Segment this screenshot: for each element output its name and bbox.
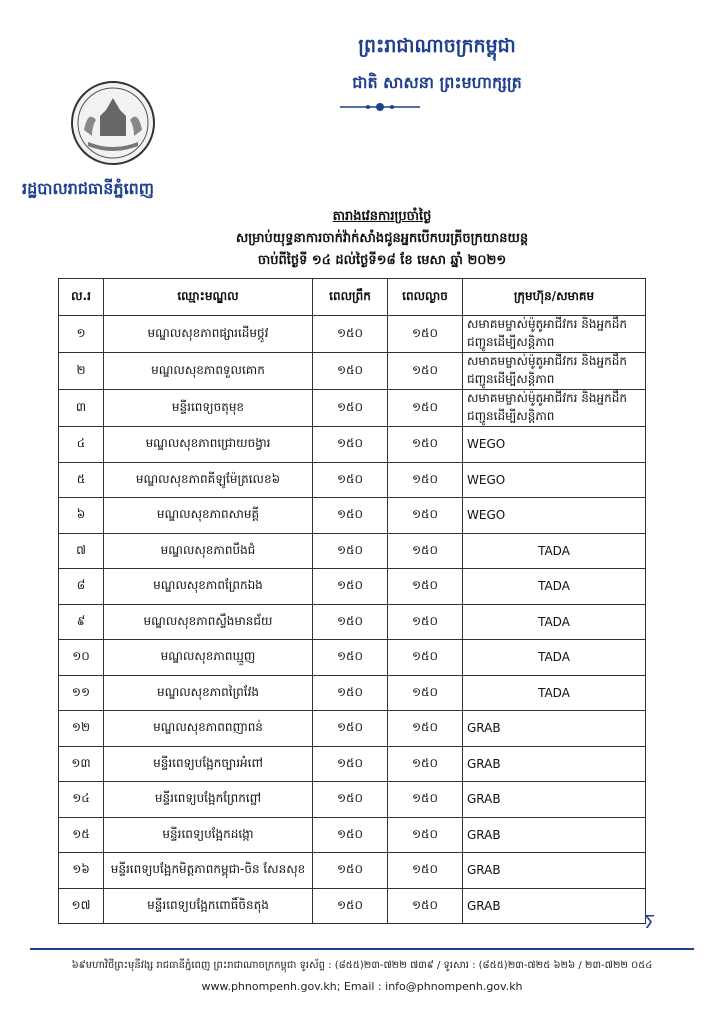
row-evening-count: ១៥០ xyxy=(388,569,463,605)
row-number: ១៦ xyxy=(59,853,104,889)
row-company: GRAB xyxy=(463,853,646,889)
row-number: ២ xyxy=(59,353,104,390)
row-center-name: មន្ទីរពេទ្យបង្អែកពោធិ៍ចិនតុង xyxy=(104,888,313,924)
row-company: GRAB xyxy=(463,746,646,782)
table-row xyxy=(59,427,646,463)
row-morning-count: ១៥០ xyxy=(313,427,388,463)
row-morning-count: ១៥០ xyxy=(313,853,388,889)
table-row xyxy=(59,817,646,853)
table-row xyxy=(59,675,646,711)
table-row xyxy=(59,533,646,569)
row-company: TADA xyxy=(463,675,646,711)
row-evening-count: ១៥០ xyxy=(388,782,463,818)
row-morning-count: ១៥០ xyxy=(313,711,388,747)
row-evening-count: ១៥០ xyxy=(388,353,463,390)
table-row xyxy=(59,462,646,498)
row-morning-count: ១៥០ xyxy=(313,675,388,711)
row-morning-count: ១៥០ xyxy=(313,353,388,390)
row-center-name: មន្ទីរពេទ្យបង្អែកមិត្តភាពកម្ពុជា-ចិន សែនសុខ xyxy=(104,853,313,889)
table-row xyxy=(59,498,646,534)
row-company: WEGO xyxy=(463,427,646,463)
table-row xyxy=(59,569,646,605)
row-company: TADA xyxy=(463,569,646,605)
row-center-name: មណ្ឌលសុខភាពឃ្មួញ xyxy=(104,640,313,676)
row-number: ១៥ xyxy=(59,817,104,853)
table-header-row xyxy=(59,279,646,316)
row-company: TADA xyxy=(463,640,646,676)
schedule-table xyxy=(58,278,646,924)
row-evening-count: ១៥០ xyxy=(388,533,463,569)
row-center-name: មន្ទីរពេទ្យបង្អែកដង្កោ xyxy=(104,817,313,853)
row-center-name: មណ្ឌលសុខភាពសាមគ្គី xyxy=(104,498,313,534)
header-company: ក្រុមហ៊ុន/សមាគម xyxy=(463,279,646,316)
row-number: ៣ xyxy=(59,390,104,427)
row-center-name: មណ្ឌលសុខភាពព្រែកឯង xyxy=(104,569,313,605)
table-row xyxy=(59,711,646,747)
row-morning-count: ១៥០ xyxy=(313,498,388,534)
row-center-name: មណ្ឌលសុខភាពទួលគោក xyxy=(104,353,313,390)
document-date-range: ចាប់ពីថ្ងៃទី ១៤ ដល់ថ្ងៃទី១៨ ខែ មេសា ឆ្នាំ ២០២១ xyxy=(257,253,507,268)
row-number: ៥ xyxy=(59,462,104,498)
row-evening-count: ១៥០ xyxy=(388,390,463,427)
row-company: WEGO xyxy=(463,462,646,498)
row-number: ១៣ xyxy=(59,746,104,782)
row-number: ១៧ xyxy=(59,888,104,924)
city-seal-logo xyxy=(70,80,156,166)
table-row xyxy=(59,853,646,889)
row-center-name: មន្ទីរពេទ្យចតុមុខ xyxy=(104,390,313,427)
row-company: សមាគមម្ចាស់ម៉ូតូអាជីវករ និងអ្នកដឹកជញ្ជូនដើម្បីសន្តិភាព xyxy=(463,316,646,353)
table-row xyxy=(59,888,646,924)
row-evening-count: ១៥០ xyxy=(388,427,463,463)
row-evening-count: ១៥០ xyxy=(388,462,463,498)
row-center-name: មណ្ឌលសុខភាពពញាពន់ xyxy=(104,711,313,747)
row-morning-count: ១៥០ xyxy=(313,782,388,818)
row-morning-count: ១៥០ xyxy=(313,569,388,605)
row-number: ៦ xyxy=(59,498,104,534)
initials-signature: ⵢ xyxy=(644,912,656,933)
row-company: TADA xyxy=(463,604,646,640)
row-morning-count: ១៥០ xyxy=(313,746,388,782)
kingdom-line: ព្រះរាជាណាចក្រកម្ពុជា xyxy=(358,35,516,57)
row-morning-count: ១៥០ xyxy=(313,640,388,676)
row-number: ១១ xyxy=(59,675,104,711)
row-morning-count: ១៥០ xyxy=(313,462,388,498)
row-evening-count: ១៥០ xyxy=(388,746,463,782)
row-morning-count: ១៥០ xyxy=(313,533,388,569)
row-company: GRAB xyxy=(463,817,646,853)
document-titles xyxy=(0,206,724,272)
row-company: GRAB xyxy=(463,782,646,818)
row-evening-count: ១៥០ xyxy=(388,316,463,353)
row-company: TADA xyxy=(463,533,646,569)
table-row xyxy=(59,353,646,390)
row-center-name: មណ្ឌលសុខភាពផ្សារដើមថ្កូវ xyxy=(104,316,313,353)
row-evening-count: ១៥០ xyxy=(388,498,463,534)
row-center-name: មណ្ឌលសុខភាពបឹងជំ xyxy=(104,533,313,569)
row-number: ៧ xyxy=(59,533,104,569)
row-company: សមាគមម្ចាស់ម៉ូតូអាជីវករ និងអ្នកដឹកជញ្ជូនដើម្បីសន្តិភាព xyxy=(463,390,646,427)
document-title: តារាងវេនការប្រចាំថ្ងៃ xyxy=(332,209,432,224)
header-center-name: ឈ្មោះមណ្ឌល xyxy=(104,279,313,316)
row-center-name: មណ្ឌលសុខភាពគីឡូម៉ែត្រលេខ៦ xyxy=(104,462,313,498)
office-name: រដ្ឋបាលរាជធានីភ្នំពេញ xyxy=(22,179,155,198)
row-number: ៩ xyxy=(59,604,104,640)
row-evening-count: ១៥០ xyxy=(388,675,463,711)
row-morning-count: ១៥០ xyxy=(313,817,388,853)
row-evening-count: ១៥០ xyxy=(388,640,463,676)
table-row xyxy=(59,604,646,640)
row-number: ១៤ xyxy=(59,782,104,818)
table-row xyxy=(59,640,646,676)
motto-line: ជាតិ សាសនា ព្រះមហាក្សត្រ xyxy=(352,73,522,92)
document-subtitle: សម្រាប់យុទ្ធនាការចាក់វ៉ាក់សាំងជូនអ្នកបើកបរត្រីចក្រយានយន្ត xyxy=(235,231,529,246)
row-company: WEGO xyxy=(463,498,646,534)
row-center-name: មណ្ឌលសុខភាពព្រៃវែង xyxy=(104,675,313,711)
footer-address: ៦៩មហាវិថីព្រះមុនីវង្ស រាជធានីភ្នំពេញ ព្រះរាជាណាចក្រកម្ពុជា ទូរស័ព្ទ : (៨៥៥)២៣-៧២២ ៧៣៩ / ទូរសារ : (៨៥៥)២៣-៧២៥ ៦២៦ / ២៣-៧២២ ០៥៤ xyxy=(71,960,653,971)
header-morning: ពេលព្រឹក xyxy=(313,279,388,316)
row-number: ១២ xyxy=(59,711,104,747)
row-evening-count: ១៥០ xyxy=(388,604,463,640)
row-number: ១ xyxy=(59,316,104,353)
row-morning-count: ១៥០ xyxy=(313,390,388,427)
row-company: GRAB xyxy=(463,888,646,924)
row-company: សមាគមម្ចាស់ម៉ូតូអាជីវករ និងអ្នកដឹកជញ្ជូនដើម្បីសន្តិភាព xyxy=(463,353,646,390)
table-row xyxy=(59,316,646,353)
row-morning-count: ១៥០ xyxy=(313,888,388,924)
row-center-name: មណ្ឌលសុខភាពស្ទឹងមានជ័យ xyxy=(104,604,313,640)
row-center-name: មន្ទីរពេទ្យបង្អែកច្បារអំពៅ xyxy=(104,746,313,782)
header-number: ល.រ xyxy=(59,279,104,316)
row-morning-count: ១៥០ xyxy=(313,604,388,640)
footer-divider xyxy=(30,948,694,950)
row-number: ៨ xyxy=(59,569,104,605)
table-row xyxy=(59,390,646,427)
footer-contact: www.phnompenh.gov.kh; Email : info@phnompenh.gov.kh xyxy=(201,980,523,993)
row-evening-count: ១៥០ xyxy=(388,853,463,889)
row-number: ៤ xyxy=(59,427,104,463)
row-center-name: មន្ទីរពេទ្យបង្អែកព្រែកព្នៅ xyxy=(104,782,313,818)
row-number: ១០ xyxy=(59,640,104,676)
header-evening: ពេលល្ងាច xyxy=(388,279,463,316)
table-row xyxy=(59,782,646,818)
row-evening-count: ១៥០ xyxy=(388,711,463,747)
row-evening-count: ១៥០ xyxy=(388,888,463,924)
row-evening-count: ១៥០ xyxy=(388,817,463,853)
table-row xyxy=(59,746,646,782)
row-company: GRAB xyxy=(463,711,646,747)
row-morning-count: ១៥០ xyxy=(313,316,388,353)
row-center-name: មណ្ឌលសុខភាពជ្រោយចង្វារ xyxy=(104,427,313,463)
ornament-divider-icon xyxy=(340,100,420,114)
